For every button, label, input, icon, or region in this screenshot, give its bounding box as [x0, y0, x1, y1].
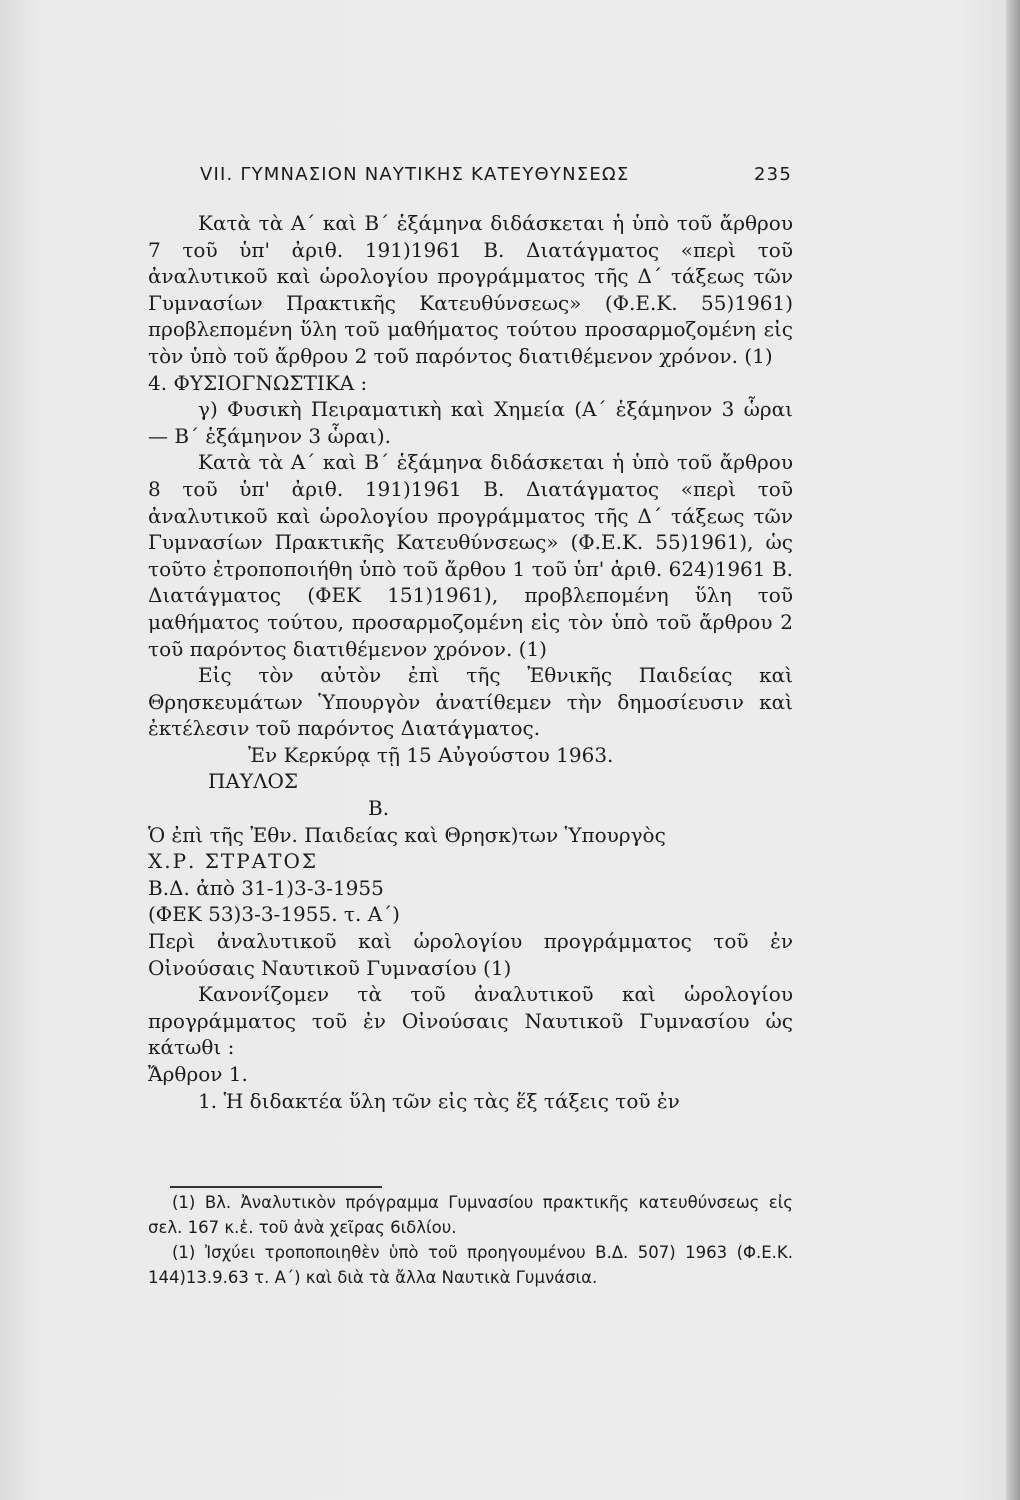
king-signature: ΠΑΥΛΟΣ: [208, 769, 299, 794]
minister-name: Χ.Ρ. ΣΤΡΑΤΟΣ: [148, 849, 319, 874]
section-heading-4: 4. ΦΥΣΙΟΓΝΩΣΤΙΚΑ :: [148, 370, 368, 395]
decree-title: Περὶ ἀναλυτικοῦ καὶ ὡρολογίου προγράμματος τοῦ ἐν Οἰνούσαις Ναυτικοῦ Γυμνασίου (1): [148, 929, 793, 980]
header-title: VII. ΓΥΜΝΑΣΙΟΝ ΝΑΥΤΙΚΗΣ ΚΑΤΕΥΘΥΝΣΕΩΣ: [200, 164, 630, 185]
footnote-1: (1) Βλ. Ἀναλυτικὸν πρόγραμμα Γυμνασίου πρακτικῆς κατευθύνσεως εἰς σελ. 167 κ.ἑ. τοῦ ἀνὰ χεῖρας 6ιδλίου.: [148, 1193, 793, 1237]
footnotes: [148, 1190, 793, 1290]
paragraph-gamma: γ) Φυσικὴ Πειραματικὴ καὶ Χημεία (Α΄ ἑξάμηνον 3 ὧραι — Β΄ ἑξάμηνον 3 ὧραι).: [148, 397, 793, 448]
paragraph-2: Κατὰ τὰ Α΄ καὶ Β΄ ἑξάμηνα διδάσκεται ἡ ὑπὸ τοῦ ἄρθρου 8 τοῦ ὑπ' ἀριθ. 191)1961 Β. Διατάγματος «περὶ τοῦ ἀναλυτικοῦ καὶ ὡρολογίου προγράμματος τῆς Δ΄ τάξεως τῶν Γυμνασίων Πρακτικῆς Κατευθύνσεως» (Φ.Ε.Κ. 55)1961), ὡς τοῦτο ἐτροποποιήθη ὑπὸ τοῦ ἄρθου 1 τοῦ ὑπ' ἀριθ. 624)1961 Β. Διατάγματος (ΦΕΚ 151)1961), προβλεπομένη ὕλη τοῦ μαθήματος τούτου, προσαρμοζομένη εἰς τὸν ὑπὸ τοῦ ἄρθρου 2 τοῦ παρόντος διατιθέμενον χρόνον. (1): [148, 450, 793, 661]
footnote-2: (1) Ἰσχύει τροποποιηθὲν ὑπὸ τοῦ προηγουμένου Β.Δ. 507) 1963 (Φ.Ε.Κ. 144)13.9.63 τ. Α΄) καὶ διὰ τὰ ἄλλα Ναυτικὰ Γυμνάσια.: [148, 1243, 793, 1287]
decree-fek: (ΦΕΚ 53)3-3-1955. τ. Α΄): [148, 902, 400, 927]
article-heading: Ἄρθρον 1.: [148, 1062, 248, 1086]
minister-title: Ὁ ἐπὶ τῆς Ἐθν. Παιδείας καὶ Θρησκ)των Ὑπουργὸς: [148, 822, 666, 847]
decree-reference: Β.Δ. ἀπὸ 31-1)3-3-1955: [148, 875, 384, 900]
king-initial: Β.: [368, 796, 390, 821]
page-edge-shadow: [1006, 0, 1020, 1500]
paragraph-3: Εἰς τὸν αὐτὸν ἐπὶ τῆς Ἐθνικῆς Παιδείας καὶ Θρησκευμάτων Ὑπουργὸν ἀνατίθεμεν τὴν δημοσίευσιν καὶ ἐκτέλεσιν τοῦ παρόντος Διατάγματος.: [148, 663, 793, 741]
footnote-divider: [170, 1186, 382, 1188]
paragraph-5: 1. Ἡ διδακτέα ὕλη τῶν εἰς τὰς ἕξ τάξεις τοῦ ἐν: [198, 1088, 680, 1113]
page-number: 235: [754, 164, 792, 185]
paragraph-1: Κατὰ τὰ Α΄ καὶ Β΄ ἑξάμηνα διδάσκεται ἡ ὑπὸ τοῦ ἄρθρου 7 τοῦ ὑπ' ἀριθ. 191)1961 Β. Διατάγματος «περὶ τοῦ ἀναλυτικοῦ καὶ ὡρολογίου προγράμματος τῆς Δ΄ τάξεως τῶν Γυμνασίων Πρακτικῆς Κατευθύνσεως» (Φ.Ε.Κ. 55)1961) προβλεπομένη ὕλη τοῦ μαθήματος τούτου προσαρμοζομένη εἰς τὸν ὑπὸ τοῦ ἄρθρου 2 τοῦ παρόντος διατιθέμενον χρόνον. (1): [148, 211, 793, 368]
place-date: Ἐν Κερκύρᾳ τῇ 15 Αὐγούστου 1963.: [248, 742, 614, 767]
running-header: [200, 160, 800, 190]
body-text: [148, 210, 793, 1114]
paragraph-4: Κανονίζομεν τὰ τοῦ ἀναλυτικοῦ καὶ ὡρολογίου προγράμματος τοῦ ἐν Οἰνούσαις Ναυτικοῦ Γυμνασίου ὡς κάτωθι :: [148, 982, 793, 1060]
